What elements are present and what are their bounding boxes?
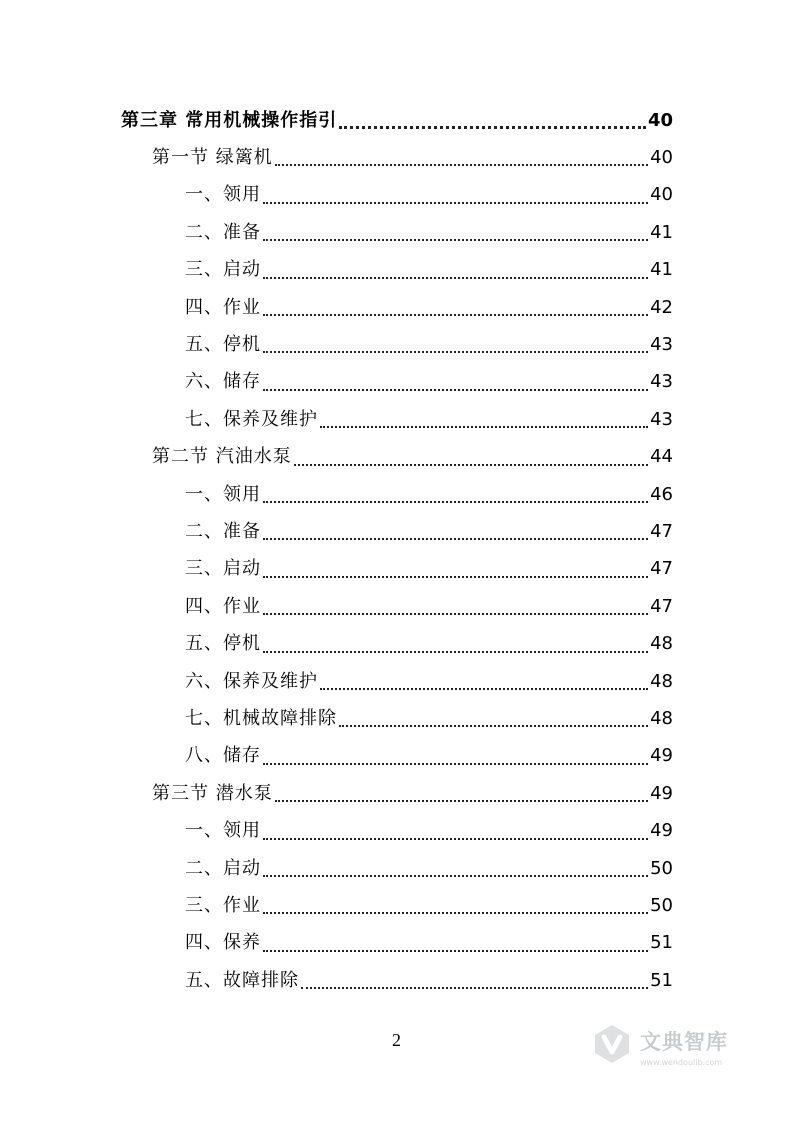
dot-leader xyxy=(263,277,648,279)
toc-entry-label: 六、保养及维护 xyxy=(185,670,318,692)
dot-leader xyxy=(263,538,648,540)
dot-leader xyxy=(263,501,648,503)
toc-entry-page-number: 51 xyxy=(650,932,673,954)
toc-subsection-entry[interactable] xyxy=(185,700,673,737)
dot-leader xyxy=(263,651,648,653)
toc-subsection-entry[interactable] xyxy=(185,887,673,924)
toc-entry-label: 五、停机 xyxy=(185,633,261,655)
toc-entry-label: 八、储存 xyxy=(185,745,261,767)
dot-leader xyxy=(263,314,648,316)
watermark-name: 文典智库 xyxy=(640,1029,728,1054)
toc-subsection-entry[interactable] xyxy=(185,626,673,663)
dot-leader xyxy=(339,725,648,727)
dot-leader xyxy=(301,987,648,989)
toc-entry-label: 六、储存 xyxy=(185,371,261,393)
toc-subsection-entry[interactable] xyxy=(185,326,673,363)
toc-entry-label: 七、机械故障排除 xyxy=(185,707,337,729)
toc-subsection-entry[interactable] xyxy=(185,588,673,625)
toc-chapter-entry[interactable] xyxy=(121,102,673,139)
toc-subsection-entry[interactable] xyxy=(185,962,673,999)
toc-entry-label: 第三节 潜水泵 xyxy=(152,782,273,804)
toc-entry-page-number: 40 xyxy=(650,146,673,168)
toc-subsection-entry[interactable] xyxy=(185,401,673,438)
toc-subsection-entry[interactable] xyxy=(185,214,673,251)
toc-entry-label: 四、保养 xyxy=(185,932,261,954)
toc-entry-page-number: 40 xyxy=(650,184,673,206)
toc-entry-page-number: 48 xyxy=(650,670,673,692)
toc-entry-page-number: 46 xyxy=(650,483,673,505)
dot-leader xyxy=(320,688,648,690)
toc-entry-label: 第三章 常用机械操作指引 xyxy=(121,109,338,131)
toc-entry-page-number: 43 xyxy=(650,333,673,355)
dot-leader xyxy=(263,239,648,241)
toc-entry-label: 三、作业 xyxy=(185,894,261,916)
toc-entry-page-number: 48 xyxy=(650,707,673,729)
toc-entry-label: 三、启动 xyxy=(185,259,261,281)
dot-leader xyxy=(263,576,648,578)
toc-entry-label: 一、领用 xyxy=(185,184,261,206)
toc-entry-label: 五、停机 xyxy=(185,333,261,355)
toc-entry-label: 三、启动 xyxy=(185,558,261,580)
toc-entry-label: 第二节 汽油水泵 xyxy=(152,446,292,468)
toc-entry-page-number: 49 xyxy=(650,820,673,842)
dot-leader xyxy=(294,464,648,466)
dot-leader xyxy=(320,426,648,428)
toc-section-entry[interactable] xyxy=(152,775,673,812)
toc-subsection-entry[interactable] xyxy=(185,551,673,588)
toc-entry-label: 七、保养及维护 xyxy=(185,408,318,430)
toc-entry-page-number: 48 xyxy=(650,633,673,655)
toc-entry-page-number: 40 xyxy=(647,109,673,131)
toc-entry-label: 第一节 绿篱机 xyxy=(152,146,273,168)
dot-leader xyxy=(339,126,646,129)
toc-entry-page-number: 41 xyxy=(650,259,673,281)
watermark xyxy=(590,1018,760,1074)
dot-leader xyxy=(263,912,648,914)
toc-entry-page-number: 42 xyxy=(650,296,673,318)
toc-section-entry[interactable] xyxy=(152,139,673,176)
wendou-logo-icon xyxy=(590,1022,634,1070)
toc-section-entry[interactable] xyxy=(152,439,673,476)
toc-subsection-entry[interactable] xyxy=(185,177,673,214)
toc-entry-label: 四、作业 xyxy=(185,296,261,318)
toc-subsection-entry[interactable] xyxy=(185,925,673,962)
dot-leader xyxy=(275,164,648,166)
dot-leader xyxy=(263,351,648,353)
toc-subsection-entry[interactable] xyxy=(185,513,673,550)
toc-entry-page-number: 50 xyxy=(650,894,673,916)
toc-subsection-entry[interactable] xyxy=(185,252,673,289)
toc-entry-page-number: 51 xyxy=(650,969,673,991)
dot-leader xyxy=(263,950,648,952)
toc-entry-page-number: 43 xyxy=(650,371,673,393)
toc-subsection-entry[interactable] xyxy=(185,813,673,850)
toc-entry-label: 一、领用 xyxy=(185,483,261,505)
toc-entry-page-number: 41 xyxy=(650,221,673,243)
toc-entry-label: 二、准备 xyxy=(185,520,261,542)
page-number: 2 xyxy=(392,1030,401,1050)
toc-subsection-entry[interactable] xyxy=(185,663,673,700)
watermark-url: www.wendoulib.com xyxy=(640,1057,723,1067)
toc-entry-page-number: 44 xyxy=(650,446,673,468)
toc-entry-label: 二、启动 xyxy=(185,857,261,879)
dot-leader xyxy=(275,800,648,802)
toc-subsection-entry[interactable] xyxy=(185,476,673,513)
toc-entry-page-number: 47 xyxy=(650,520,673,542)
dot-leader xyxy=(263,613,648,615)
toc-entry-page-number: 50 xyxy=(650,857,673,879)
toc-entry-page-number: 47 xyxy=(650,558,673,580)
toc-entry-page-number: 43 xyxy=(650,408,673,430)
toc-subsection-entry[interactable] xyxy=(185,850,673,887)
toc-entry-label: 一、领用 xyxy=(185,820,261,842)
toc-entry-page-number: 49 xyxy=(650,745,673,767)
dot-leader xyxy=(263,202,648,204)
toc-entry-label: 五、故障排除 xyxy=(185,969,299,991)
toc-subsection-entry[interactable] xyxy=(185,738,673,775)
dot-leader xyxy=(263,763,648,765)
toc-subsection-entry[interactable] xyxy=(185,364,673,401)
toc-entry-label: 二、准备 xyxy=(185,221,261,243)
toc-entry-page-number: 47 xyxy=(650,595,673,617)
toc-entry-page-number: 49 xyxy=(650,782,673,804)
toc-subsection-entry[interactable] xyxy=(185,289,673,326)
toc-entry-label: 四、作业 xyxy=(185,595,261,617)
dot-leader xyxy=(263,389,648,391)
dot-leader xyxy=(263,875,648,877)
dot-leader xyxy=(263,838,648,840)
